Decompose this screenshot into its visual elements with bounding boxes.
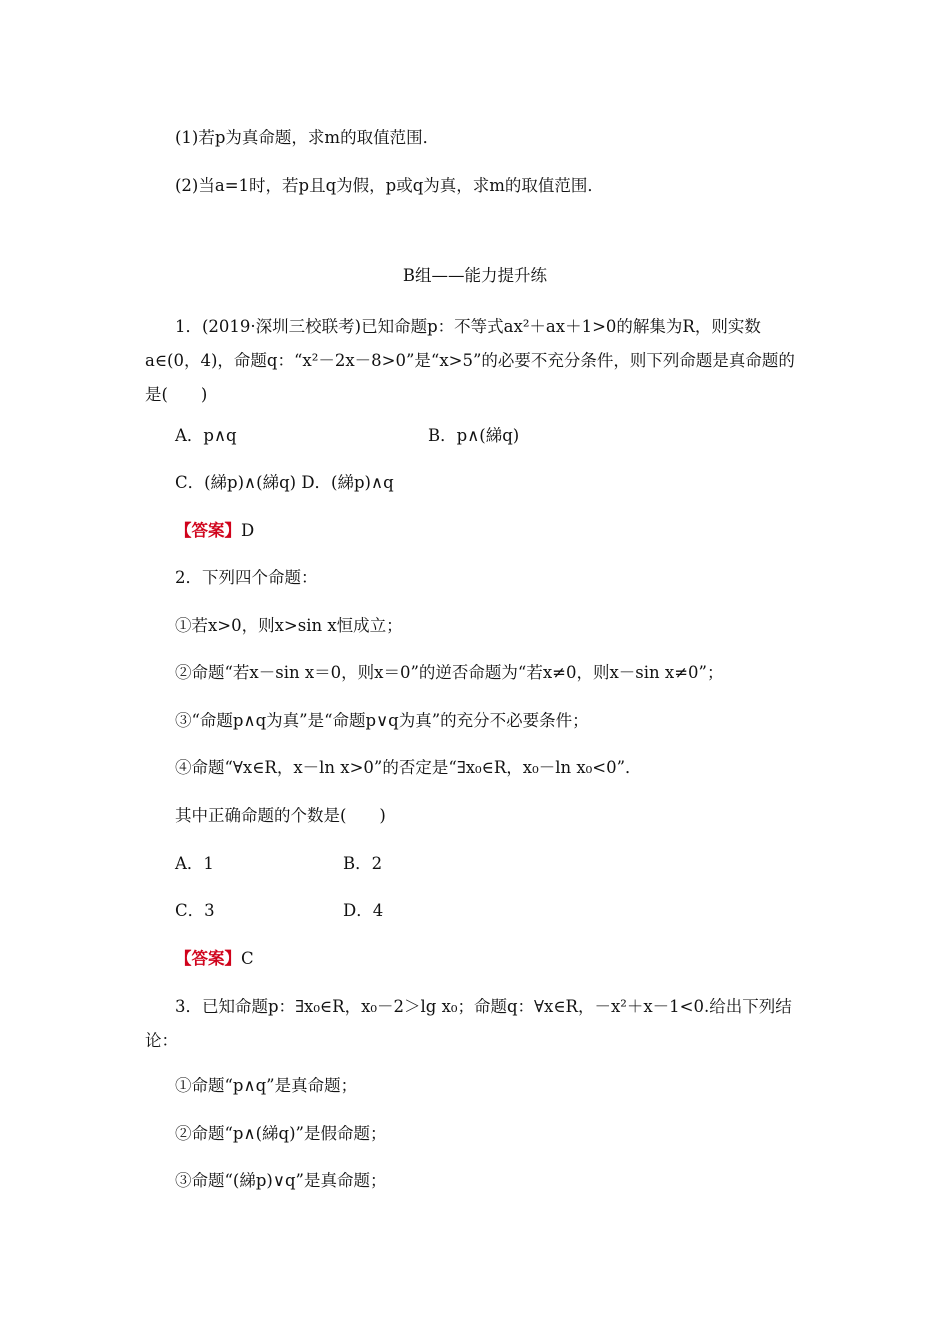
problem-3-item-3: ③命题“(綈p)∨q”是真命题； bbox=[175, 1171, 387, 1190]
problem-1-answer bbox=[175, 520, 254, 542]
problem-3-stem: 3．已知命题p：∃x₀∈R，x₀－2＞lg x₀；命题q：∀x∈R，－x²＋x－1<0.给出下列结论： bbox=[145, 997, 792, 1050]
part-a-question-2: (2)当a=1时，若p且q为假，p或q为真，求m的取值范围． bbox=[175, 176, 604, 195]
answer-value: C bbox=[241, 949, 254, 968]
problem-2-option-a: A．1 bbox=[175, 854, 214, 873]
problem-1-option-a: A．p∧q bbox=[175, 426, 237, 445]
problem-2-question: 其中正确命题的个数是( ) bbox=[175, 806, 386, 825]
problem-2-item-2: ②命题“若x－sin x＝0，则x＝0”的逆否命题为“若x≠0，则x－sin x≠0”； bbox=[175, 663, 724, 682]
problem-2-item-4: ④命题“∀x∈R，x－ln x>0”的否定是“∃x₀∈R，x₀－ln x₀<0”． bbox=[175, 758, 642, 777]
answer-tag: 【答案】 bbox=[175, 949, 241, 968]
problem-2-stem: 2．下列四个命题： bbox=[175, 568, 318, 587]
problem-2-option-c: C．3 bbox=[175, 901, 215, 920]
part-a-question-1: (1)若p为真命题，求m的取值范围． bbox=[175, 128, 440, 147]
problem-1-option-b: B．p∧(綈q) bbox=[428, 426, 520, 445]
answer-value: D bbox=[241, 521, 255, 540]
problem-3-item-2: ②命题“p∧(綈q)”是假命题； bbox=[175, 1124, 387, 1143]
problem-2-option-d: D．4 bbox=[343, 901, 384, 920]
problem-1-stem: 1．(2019·深圳三校联考)已知命题p：不等式ax²＋ax＋1>0的解集为R，则实数a∈(0，4)，命题q：“x²－2x－8>0”是“x>5”的必要不充分条件，则下列命题是真命题的是( ) bbox=[145, 317, 795, 404]
problem-2-item-3: ③“命题p∧q为真”是“命题p∨q为真”的充分不必要条件； bbox=[175, 711, 589, 730]
problem-3-item-1: ①命题“p∧q”是真命题； bbox=[175, 1076, 358, 1095]
answer-tag: 【答案】 bbox=[175, 521, 241, 540]
problem-2-option-b: B．2 bbox=[343, 854, 383, 873]
section-title: B组——能力提升练 bbox=[402, 266, 548, 285]
problem-1-option-cd: C．(綈p)∧(綈q) D．(綈p)∧q bbox=[175, 473, 394, 492]
problem-2-answer bbox=[175, 948, 254, 970]
problem-2-item-1: ①若x>0，则x>sin x恒成立； bbox=[175, 616, 403, 635]
